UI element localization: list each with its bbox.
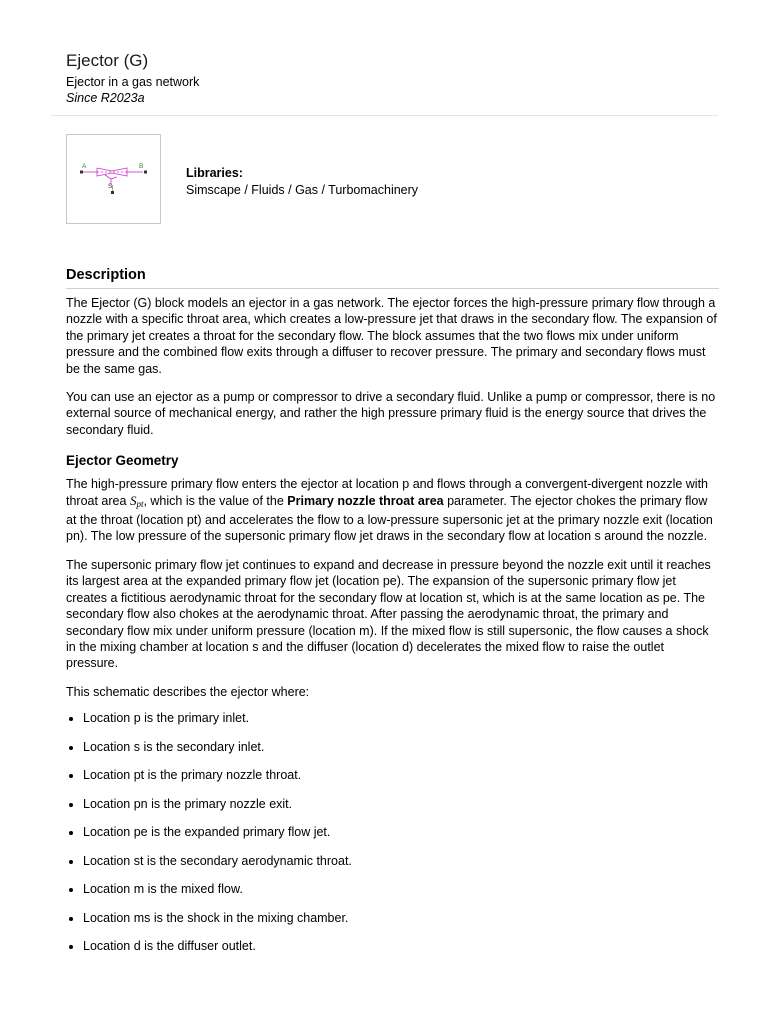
block-icon-frame <box>66 134 161 224</box>
list-item: • Location p is the primary inlet. <box>83 710 719 726</box>
list-item: • Location ms is the shock in the mixing chamber. <box>83 910 719 926</box>
page-title: Ejector (G) <box>66 51 149 70</box>
geometry-paragraph-3: This schematic describes the ejector where: <box>66 684 310 699</box>
port-b-label: B <box>139 163 144 170</box>
parameter-name: Primary nozzle throat area <box>287 493 444 508</box>
main-content <box>66 266 719 967</box>
description-paragraph-2: You can use an ejector as a pump or compressor to drive a secondary fluid. Unlike a pump or compressor, there is no external source of mechanical energy, and rather the high pressure primary fluid is the energy source that drives the secondary fluid. <box>66 390 716 437</box>
symbol-subscript: pt <box>136 498 144 509</box>
geometry-paragraph-2: The supersonic primary flow jet continues to expand and decrease in pressure beyond the nozzle exit until it reaches its largest area at the expanded primary flow jet (location pe). The expansion of the supersonic primary flow jet creates a fictitious aerodynamic throat for the secondary flow at location st, which is at the same location as pe. The secondary flow also chokes at the aerodynamic throat. After passing the aerodynamic throat, the primary and secondary flow mix under uniform pressure (location m). If the mixed flow is still supersonic, the flow causes a shock in the mixing chamber at location s and the diffuser (location d) decelerates the mixed flow to raise the outlet pressure. <box>66 557 711 671</box>
page-subtitle: Ejector in a gas network <box>66 75 200 89</box>
geometry-p1-text-a: The high-pressure primary flow enters the ejector at location p and flows through a convergent-divergent nozzle with throat area <box>66 477 709 508</box>
description-paragraph-1: The Ejector (G) block models an ejector in a gas network. The ejector forces the high-pressure primary flow through a nozzle with a specific throat area, which creates a low-pressure jet that draws in the secondary flow. The expansion of the primary jet creates a throat for the secondary flow. The block assumes that the two flows mix under uniform pressure and the combined flow exits through a diffuser to recover pressure. The primary and secondary flows must be the same gas. <box>66 296 717 376</box>
ejector-block-icon <box>67 135 162 225</box>
list-item: • Location pe is the expanded primary flow jet. <box>83 824 719 840</box>
throat-area-symbol <box>130 493 144 508</box>
list-item: • Location s is the secondary inlet. <box>83 739 719 755</box>
list-item: • Location pn is the primary nozzle exit. <box>83 796 719 812</box>
geometry-paragraph-1 <box>66 476 719 545</box>
geometry-p1-text-b: , which is the value of the <box>143 493 288 508</box>
libraries-path[interactable]: Simscape / Fluids / Gas / Turbomachinery <box>186 183 419 197</box>
list-item: • Location d is the diffuser outlet. <box>83 938 719 954</box>
symbol-s: S <box>129 492 137 508</box>
list-item: • Location m is the mixed flow. <box>83 881 719 897</box>
libraries-section <box>186 165 418 199</box>
header-divider <box>51 115 718 116</box>
list-item: • Location st is the secondary aerodynamic throat. <box>83 853 719 869</box>
list-item: • Location pt is the primary nozzle throat. <box>83 767 719 783</box>
description-heading: Description <box>66 266 719 289</box>
locations-list <box>66 710 719 954</box>
port-s-label: S <box>108 183 113 190</box>
port-a-label: A <box>82 163 87 170</box>
libraries-label: Libraries: <box>186 166 243 180</box>
since-release: Since R2023a <box>66 91 145 105</box>
geometry-p1-text-c: parameter. The ejector chokes the primary flow at the throat (location pt) and accelerates the flow to a low-pressure supersonic jet at the primary nozzle exit (location pn). The low pressure of the supersonic primary flow jet draws in the secondary flow at location s around the nozzle. <box>66 493 713 544</box>
page-header <box>66 50 199 106</box>
ejector-geometry-heading: Ejector Geometry <box>66 453 179 469</box>
